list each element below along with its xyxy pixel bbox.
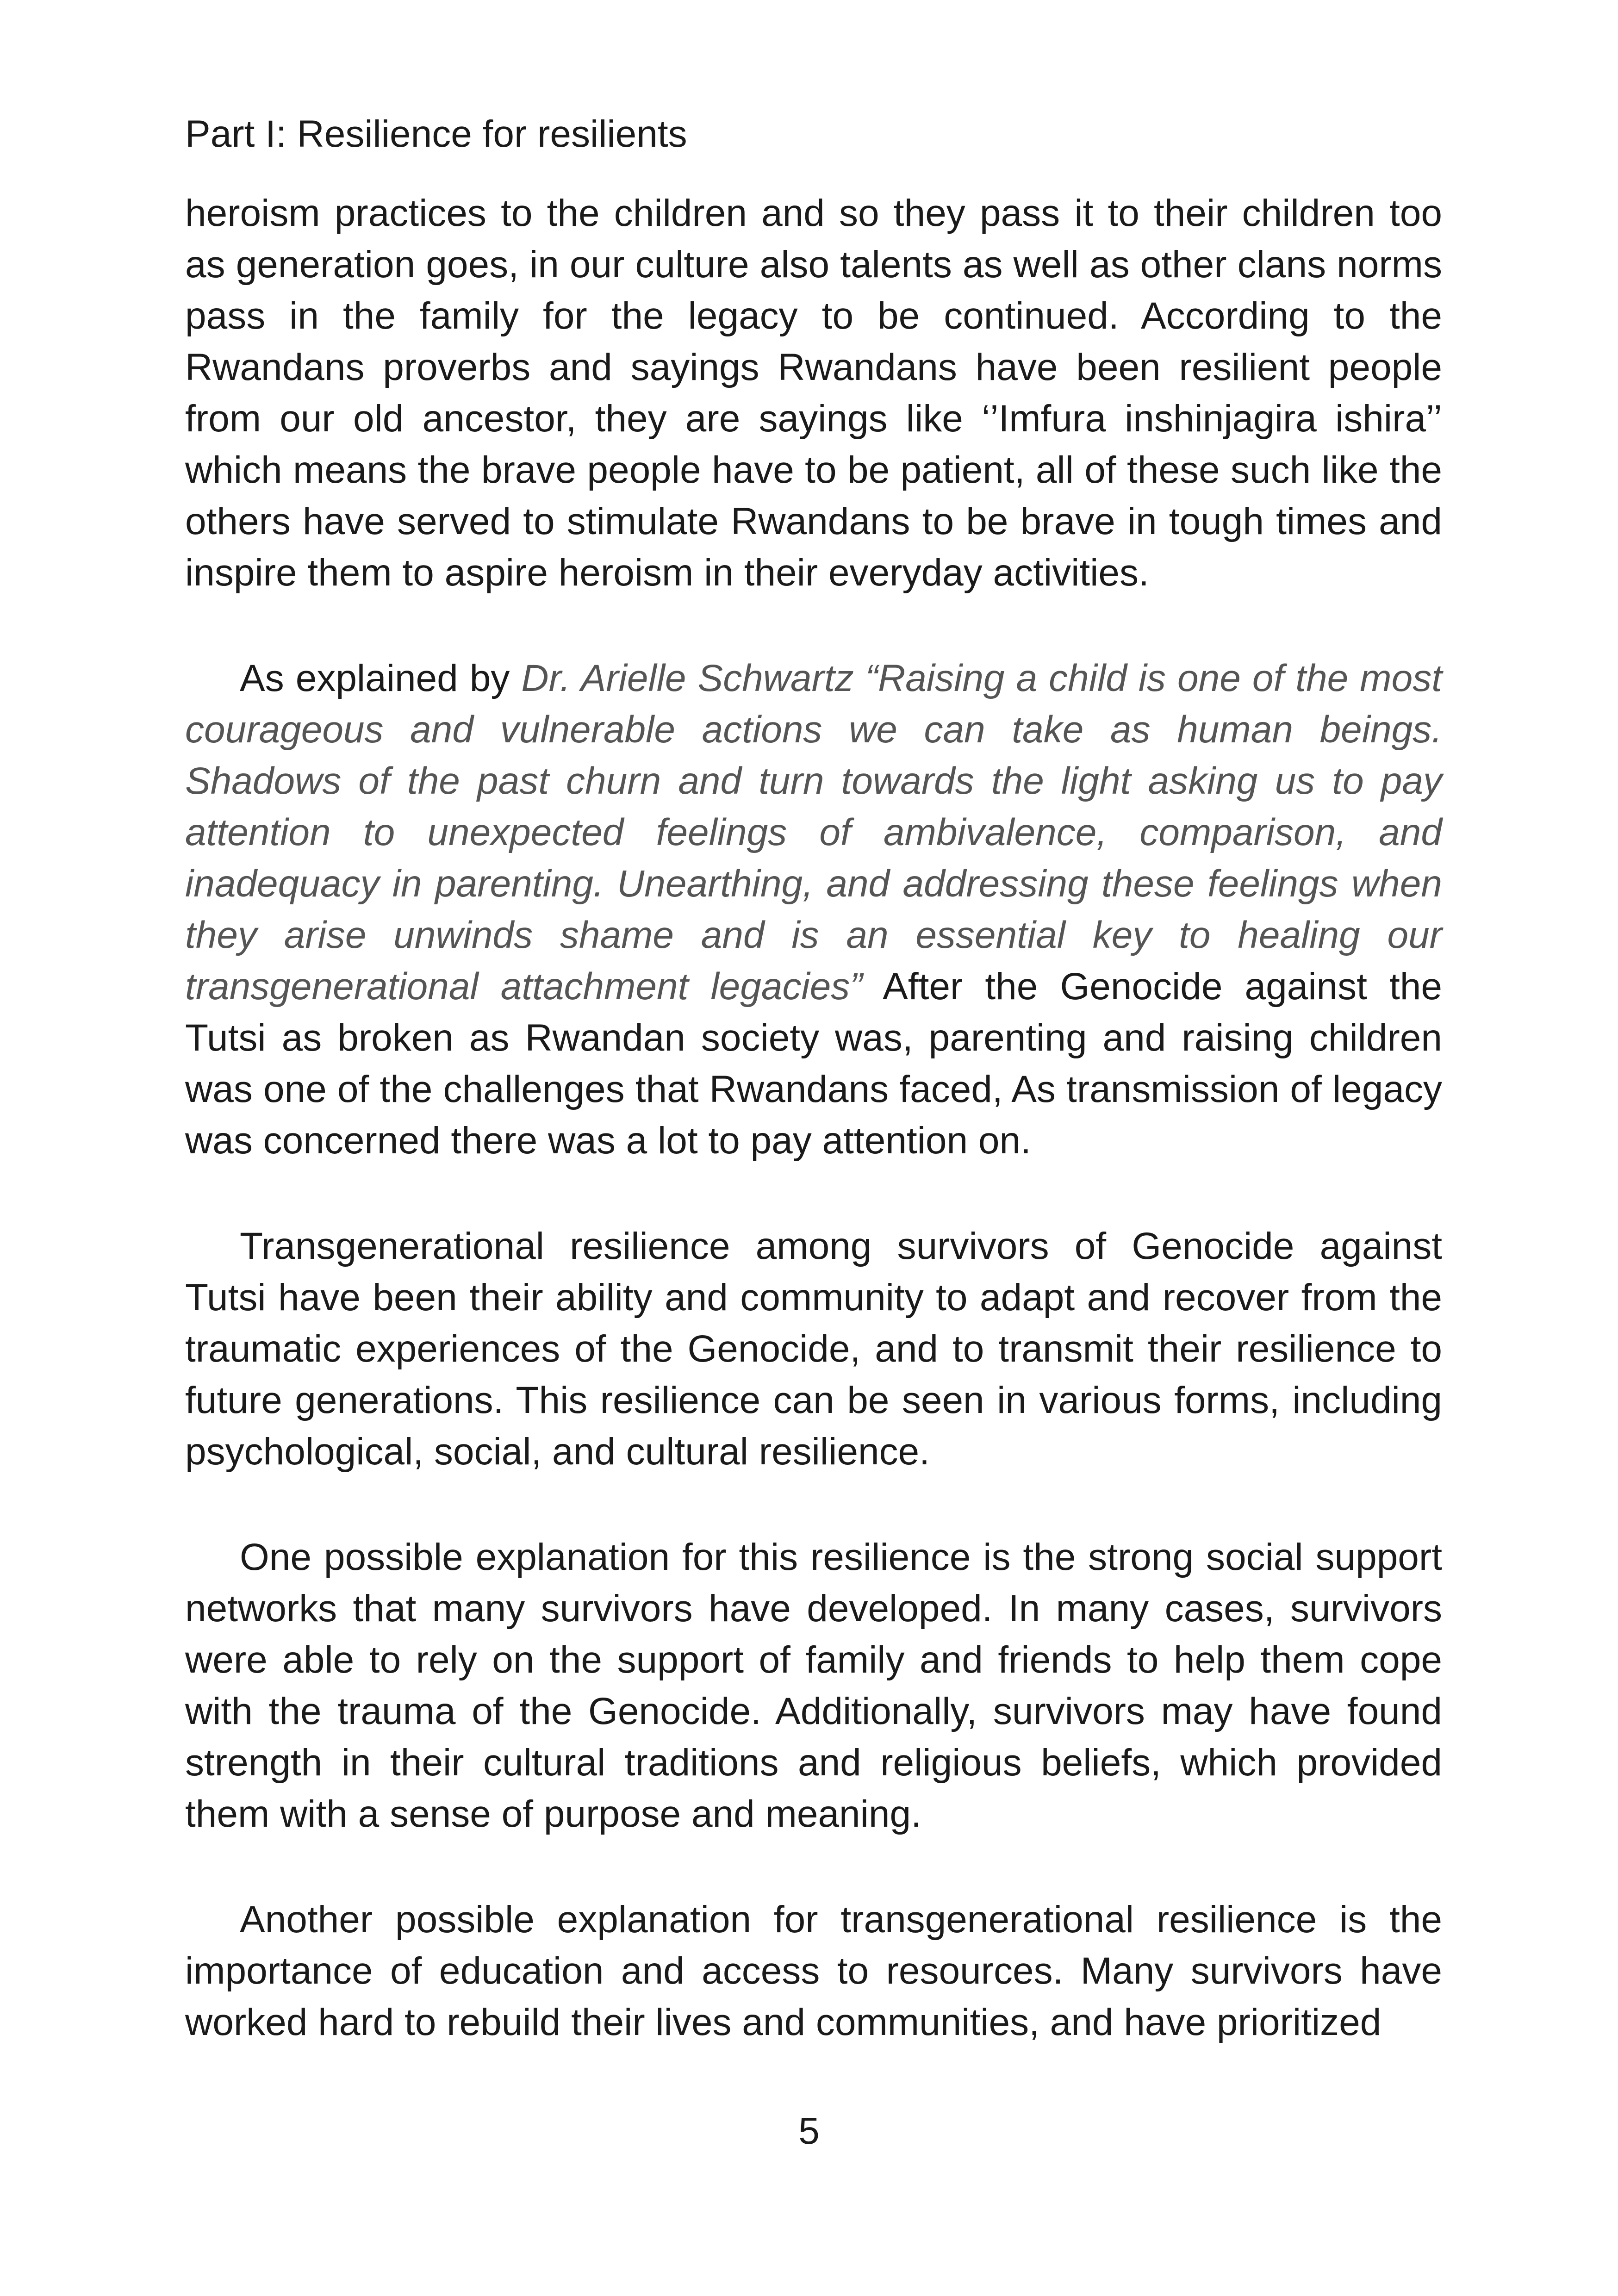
body-text [185,187,1442,2048]
paragraph-transgenerational-resilience: Transgenerational resilience among survivors of Genocide against Tutsi have been their ability and community to adapt and recover from the traumatic experiences of the Genocide, and to transmit their resilience to future generations. This resilience can be seen in various forms, including psychological, social, and cultural resilience. [185,1225,1442,1473]
paragraph-schwartz-quote [185,653,1442,1166]
running-header: Part I: Resilience for resilients [185,113,687,155]
page-number: 5 [798,2110,820,2152]
paragraph-social-support: One possible explanation for this resilience is the strong social support networks that many survivors have developed. In many cases, survivors were able to rely on the support of family and friends to help them cope with the trauma of the Genocide. Additionally, survivors may have found strength in their cultural traditions and religious beliefs, which provided them with a sense of purpose and meaning. [185,1536,1442,1835]
italic-quotation: Dr. Arielle Schwartz “Raising a child is one of the most courageous and vulnerable actions we can take as human beings. Shadows of the past churn and turn towards the light asking us to pay attention to unexpected feelings of ambivalence, comparison, and inadequacy in parenting. Unearthing, and addressing these feelings when they arise unwinds shame and is an essential key to healing our transgenerational attachment legacies” [185,657,1442,1008]
paragraph-tail-text: After the Genocide against the Tutsi as broken as Rwandan society was, parenting and raising children was one of the challenges that Rwandans faced, As transmission of legacy was concerned there was a lot to pay attention on. [185,965,1442,1162]
paragraph-lead-text: As explained by [240,657,522,699]
paragraph-education-resources: Another possible explanation for transgenerational resilience is the importance of education and access to resources. Many survivors have worked hard to rebuild their lives and communities, and have prioritized [185,1898,1442,2043]
paragraph-continuation: heroism practices to the children and so they pass it to their children too as generation goes, in our culture also talents as well as other clans norms pass in the family for the legacy to be continued. According to the Rwandans proverbs and sayings Rwandans have been resilient people from our old ancestor, they are sayings like ‘’Imfura inshinjagira ishira’’ which means the brave people have to be patient, all of these such like the others have served to stimulate Rwandans to be brave in tough times and inspire them to aspire heroism in their everyday activities. [185,192,1442,594]
